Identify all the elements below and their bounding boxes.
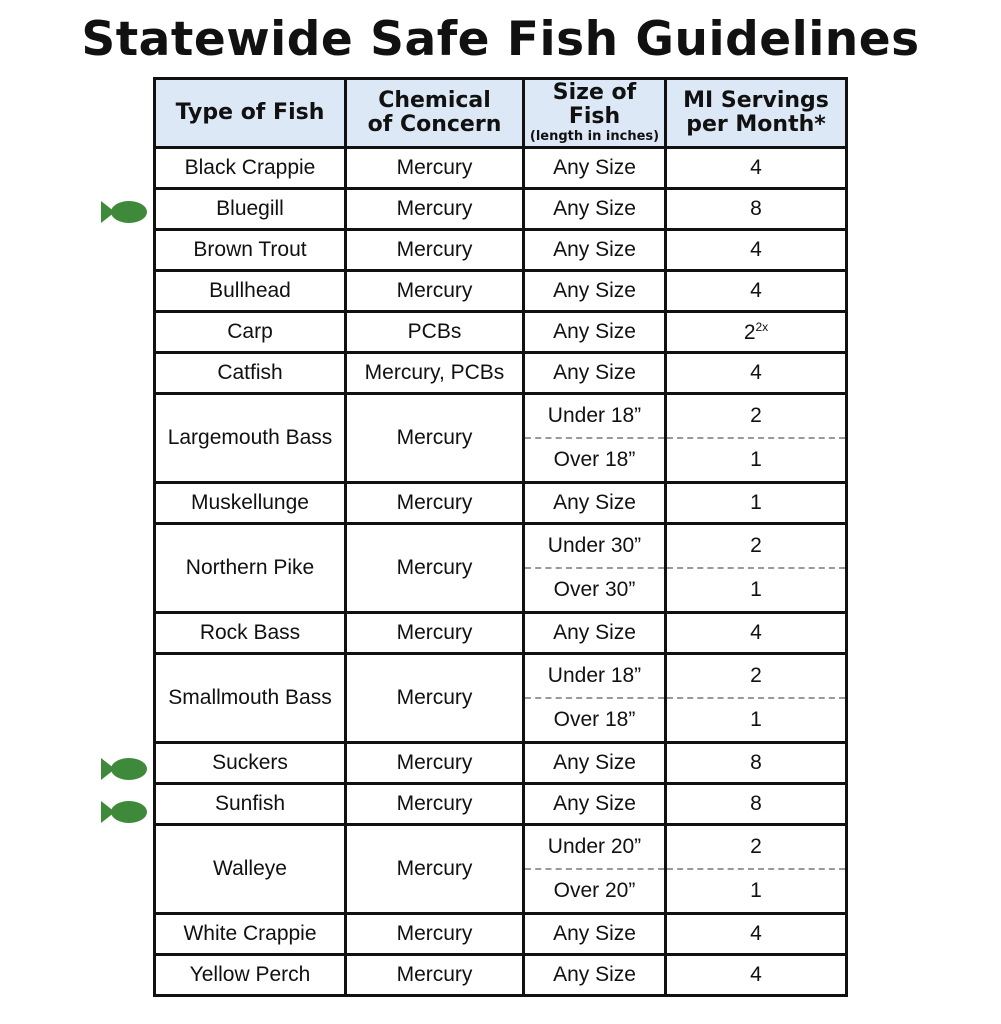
header-fish: Type of Fish: [155, 79, 346, 148]
header-chemical: Chemical of Concern: [346, 79, 524, 148]
servings-cell: $2^{2x}$: [666, 312, 847, 353]
table-row: Smallmouth Bass Mercury Under 18” Over 18” 2 1: [155, 654, 847, 743]
table-row: Largemouth Bass Mercury Under 18” Over 18” 2 1: [155, 394, 847, 483]
fish-guidelines-table: [153, 77, 848, 997]
table-row: Rock Bass Mercury Any Size 4: [155, 613, 847, 654]
fish-icon: [101, 799, 147, 825]
table-row: Suckers Mercury Any Size 8: [155, 743, 847, 784]
table-row: Bullhead Mercury Any Size 4: [155, 271, 847, 312]
table-row: Muskellunge Mercury Any Size 1: [155, 483, 847, 524]
table-header-row: [155, 79, 847, 148]
table-row: Yellow Perch Mercury Any Size 4: [155, 955, 847, 996]
table-row: Brown Trout Mercury Any Size 4: [155, 230, 847, 271]
table-row: Carp PCBs Any Size $2^{2x}$: [155, 312, 847, 353]
table-row: Sunfish Mercury Any Size 8: [155, 784, 847, 825]
header-size: Size of Fish (length in inches): [524, 79, 666, 148]
table-row: White Crappie Mercury Any Size 4: [155, 914, 847, 955]
table-row: Catfish Mercury, PCBs Any Size 4: [155, 353, 847, 394]
table-row: Black Crappie Mercury Any Size 4: [155, 148, 847, 189]
table-row: Walleye Mercury Under 20” Over 20” 2 1: [155, 825, 847, 914]
table-row: Northern Pike Mercury Under 30” Over 30” 2 1: [155, 524, 847, 613]
fish-icon: [101, 756, 147, 782]
table-row: Bluegill Mercury Any Size 8: [155, 189, 847, 230]
header-servings: MI Servings per Month*: [666, 79, 847, 148]
page-title: Statewide Safe Fish Guidelines: [81, 12, 920, 67]
fish-icon: [101, 199, 147, 225]
